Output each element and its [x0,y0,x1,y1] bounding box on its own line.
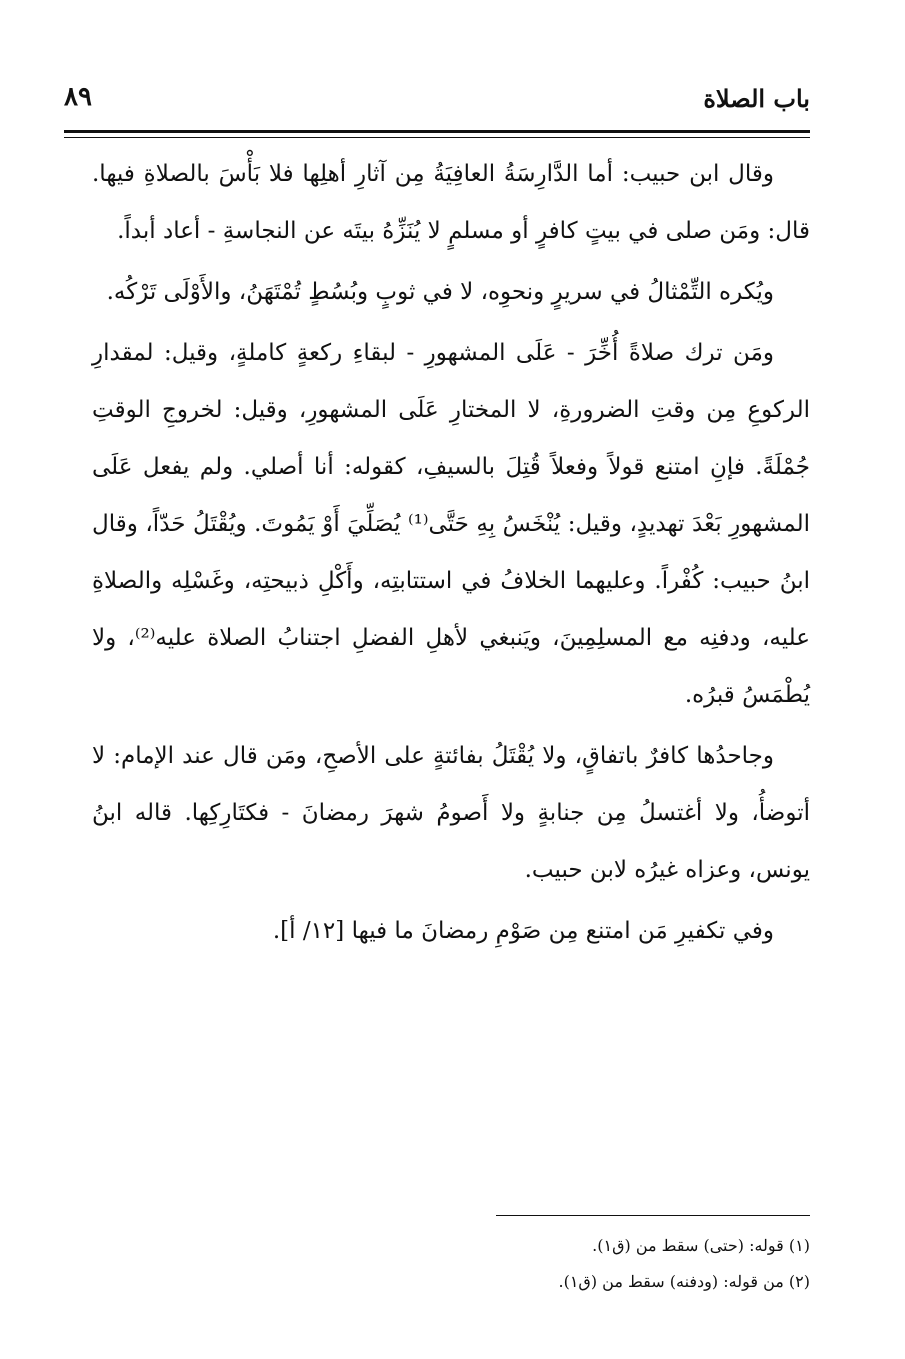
header-rule-thin [64,137,810,138]
footnote: (٢) من قوله: (ودفنه) سقط من (ق١). [558,1272,810,1291]
paragraph: وفي تكفيرِ مَن امتنع مِن صَوْمِ رمضانَ ما فيها [١٢/ أ]. [272,918,774,944]
running-header [64,78,810,126]
page-number: ٨٩ [64,82,92,112]
main-text [92,146,810,960]
chapter-title: باب الصلاة [703,84,810,113]
paragraph: ومَن ترك صلاةً أُخِّرَ - عَلَى المشهورِ - لبقاءِ ركعةٍ كاملةٍ، وقيل: لمقدارِ الركوعِ مِن وقتِ الضرورةِ، لا المختارِ عَلَى المشهورِ، وقيل: لخروجِ الوقتِ جُمْلَةً. فإنِ امتنع قولاً وفعلاً قُتِلَ بالسيفِ، كقوله: أنا أصلي. ولم يفعل عَلَى المشهورِ بَعْدَ تهديدٍ، وقيل: يُنْخَسُ بِهِ حَتَّى⁽¹⁾ يُصَلِّيَ أَوْ يَمُوتَ. ويُقْتَلُ حَدّاً، وقال ابنُ حبيب: كُفْراً. وعليهما الخلافُ في استتابتِه، وأَكْلِ ذبيحتِه، وغَسْلِه والصلاةِ عليه، ودفنِه مع المسلِمِينَ، ويَنبغي لأهلِ الفضلِ اجتنابُ الصلاة عليه⁽²⁾، ولا يُطْمَسُ قبرُه. [92,340,810,708]
paragraph: وجاحدُها كافرٌ باتفاقٍ، ولا يُقْتَلُ بفائتةٍ على الأصحِ، ومَن قال عند الإمام: لا أتوضأُ، ولا أغتسلُ مِن جنابةٍ ولا أَصومُ شهرَ رمضانَ - فكتَارِكِها. قاله ابنُ يونس، وعزاه غيرُه لابن حبيب. [92,743,810,883]
footnote-separator [496,1215,810,1216]
paragraph: وقال ابن حبيب: أما الدَّارِسَةُ العافِيَةُ مِن آثارِ أهلِها فلا بَأْسَ بالصلاةِ فيها. قال: ومَن صلى في بيتٍ كافرٍ أو مسلمٍ لا يُنَزِّهُ بيتَه عن النجاسةِ - أعاد أبداً. [92,161,810,244]
header-rule-thick [64,130,810,133]
paragraph: ويُكره التِّمْثالُ في سريرٍ ونحوِه، لا في ثوبٍ وبُسُطٍ تُمْتَهَنُ، والأَوْلَى تَرْكُه. [106,279,774,305]
footnote: (١) قوله: (حتى) سقط من (ق١). [592,1236,810,1255]
footnotes [210,1228,810,1300]
